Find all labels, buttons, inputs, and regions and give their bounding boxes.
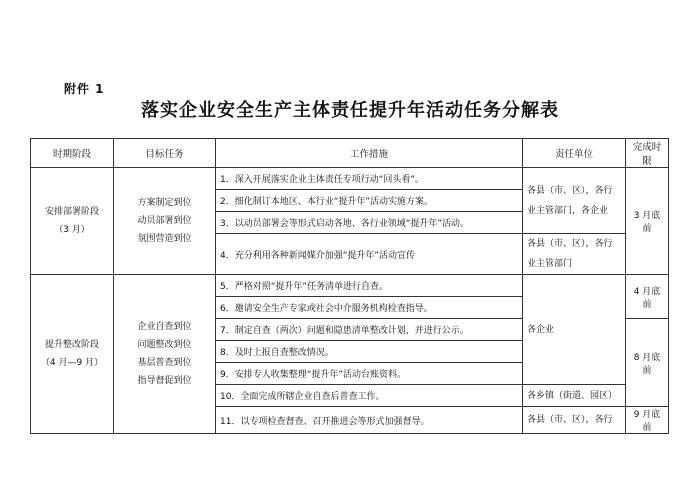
header-row (31, 139, 669, 168)
measure-cell: 7．制定自查（两次）问题和隐患清单整改计划，并进行公示。 (216, 319, 523, 341)
unit-cell (523, 168, 626, 234)
measure-cell: 5．严格对照“提升年”任务清单进行自查。 (216, 275, 523, 297)
unit-cell: 各企业 (523, 275, 626, 385)
deadline-cell: 9 月底前 (626, 407, 669, 434)
goal-item: 氛围营造到位 (137, 234, 192, 244)
stage-period: （4 月—9 月） (40, 358, 104, 368)
goal-item: 动员部署到位 (137, 216, 192, 226)
table-row (31, 168, 669, 190)
goal-item: 企业自查到位 (137, 322, 192, 332)
measure-cell: 4．充分利用各种新闻媒介加强“提升年”活动宣传 (216, 234, 523, 275)
unit-line: 各县（市、区），各行 (527, 239, 613, 249)
measure-cell: 11．以专项检查督查、召开推进会等形式加强督导。 (216, 407, 523, 434)
measure-cell: 6．邀请安全生产专家或社会中介服务机构检查指导。 (216, 297, 523, 319)
table-row (31, 275, 669, 297)
stage-cell (31, 168, 114, 275)
unit-cell: 各乡镇（街道、园区） (523, 385, 626, 407)
attachment-label: 附件 1 (64, 82, 105, 96)
stage-period: （3 月） (54, 225, 90, 235)
task-table (30, 138, 669, 434)
unit-cell (523, 234, 626, 275)
unit-line: 业主管部门 (527, 259, 573, 269)
header-deadline: 完成时限 (626, 139, 669, 168)
measure-cell: 8．及时上报自查整改情况。 (216, 341, 523, 363)
deadline-cell: 4 月底前 (626, 275, 669, 319)
unit-line: 业主管部门，各企业 (527, 205, 609, 216)
goal-item: 指导督促到位 (137, 376, 192, 386)
measure-cell: 9．安排专人收集整理“提升年”活动台账资料。 (216, 363, 523, 385)
stage-name: 安排部署阶段 (44, 207, 99, 217)
header-stage: 时期阶段 (31, 139, 114, 168)
measure-cell: 10．全面完成所辖企业自查后普查工作。 (216, 385, 523, 407)
stage-name: 提升整改阶段 (44, 340, 99, 350)
goal-item: 方案制定到位 (137, 198, 192, 208)
measure-cell: 1．深入开展落实企业主体责任专项行动“回头看”。 (216, 168, 523, 190)
document-title: 落实企业安全生产主体责任提升年活动任务分解表 (141, 100, 559, 121)
measure-cell: 3．以动员部署会等形式启动各地、各行业领域“提升年”活动。 (216, 212, 523, 234)
header-measures: 工作措施 (216, 139, 523, 168)
header-unit: 责任单位 (523, 139, 626, 168)
goal-item: 问题整改到位 (137, 340, 192, 350)
header-goal: 目标任务 (114, 139, 216, 168)
unit-cell: 各县（市、区），各行 (523, 407, 626, 434)
goal-cell (114, 168, 216, 275)
deadline-cell: 8 月底前 (626, 319, 669, 407)
goal-cell (114, 275, 216, 434)
stage-cell (31, 275, 114, 434)
measure-cell: 2．细化制订本地区、本行业“提升年”活动实施方案。 (216, 190, 523, 212)
deadline-cell: 3 月底前 (626, 168, 669, 275)
goal-item: 基层普查到位 (137, 358, 192, 368)
unit-line: 各县（市、区），各行 (527, 185, 613, 196)
